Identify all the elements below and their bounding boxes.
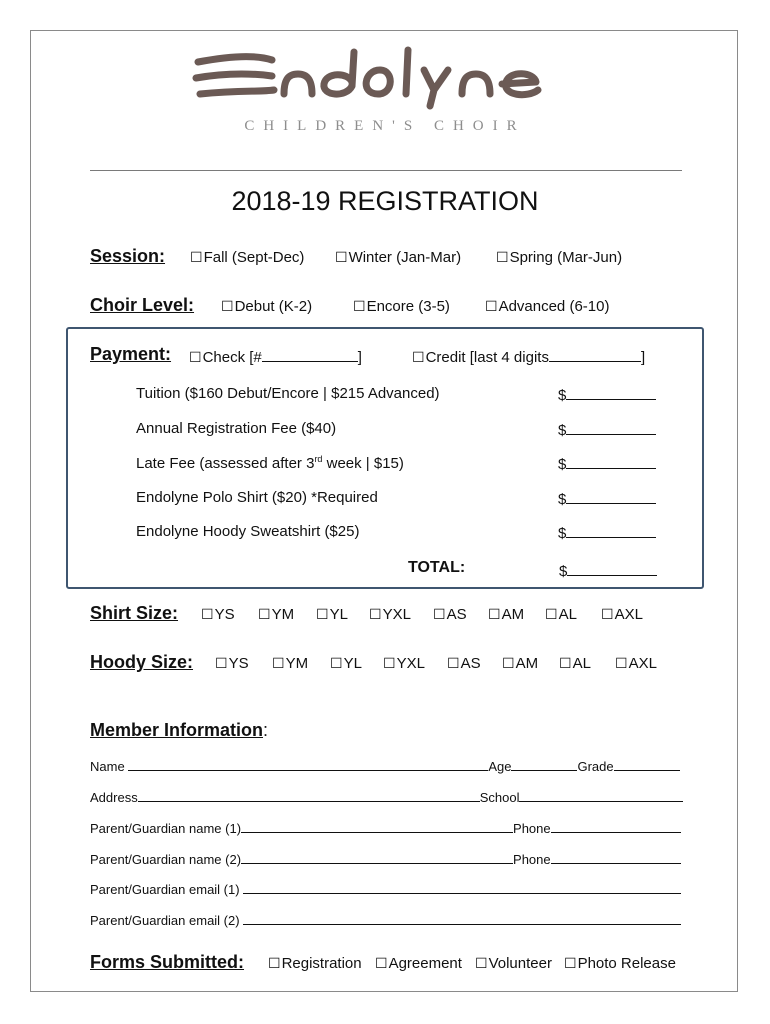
fee-late-label: Late Fee (assessed after 3rd week | $15) — [136, 454, 404, 472]
form-registration-checkbox[interactable]: ☐Registration — [268, 955, 362, 972]
checkbox-icon: ☐ — [488, 606, 501, 622]
forms-submitted-label: Forms Submitted: — [90, 952, 245, 972]
payment-credit-checkbox[interactable]: ☐Credit [last 4 digits ] — [412, 349, 646, 366]
endolyne-logo — [180, 40, 590, 112]
checkbox-icon: ☐ — [353, 298, 366, 314]
address-field[interactable] — [138, 789, 480, 802]
grade-field[interactable] — [614, 758, 680, 771]
shirt-size-am-checkbox[interactable]: ☐AM — [488, 606, 525, 623]
level-debut-checkbox[interactable]: ☐Debut (K-2) — [221, 298, 313, 315]
fee-hoody-amount[interactable]: $ — [558, 523, 656, 542]
parent1-email-field[interactable] — [243, 881, 681, 894]
parent2-row: Parent/Guardian name (2) Phone — [90, 851, 681, 867]
checkbox-icon: ☐ — [383, 655, 396, 671]
hoody-size-am-checkbox[interactable]: ☐AM — [502, 655, 539, 672]
level-advanced-checkbox[interactable]: ☐Advanced (6-10) — [485, 298, 610, 315]
hoody-size-yl-checkbox[interactable]: ☐YL — [330, 655, 362, 672]
checkbox-icon: ☐ — [447, 655, 460, 671]
parent1-phone-field[interactable] — [551, 820, 681, 833]
checkbox-icon: ☐ — [268, 955, 281, 971]
hoody-size-as-checkbox[interactable]: ☐AS — [447, 655, 481, 672]
checkbox-icon: ☐ — [412, 349, 425, 365]
checkbox-icon: ☐ — [559, 655, 572, 671]
member-info-heading: Member Information: — [90, 720, 269, 740]
checkbox-icon: ☐ — [201, 606, 214, 622]
checkbox-icon: ☐ — [330, 655, 343, 671]
checkbox-icon: ☐ — [601, 606, 614, 622]
hoody-size-al-checkbox[interactable]: ☐AL — [559, 655, 591, 672]
checkbox-icon: ☐ — [485, 298, 498, 314]
payment-check-checkbox[interactable]: ☐Check [# ] — [189, 349, 362, 366]
checkbox-icon: ☐ — [369, 606, 382, 622]
form-volunteer-checkbox[interactable]: ☐Volunteer — [475, 955, 552, 972]
checkbox-icon: ☐ — [316, 606, 329, 622]
checkbox-icon: ☐ — [375, 955, 388, 971]
parent2-email-field[interactable] — [243, 912, 681, 925]
fee-registration-label: Annual Registration Fee ($40) — [136, 420, 337, 437]
name-field[interactable] — [128, 758, 488, 771]
fee-tuition-amount[interactable]: $ — [558, 385, 656, 404]
hoody-size-axl-checkbox[interactable]: ☐AXL — [615, 655, 657, 672]
checkbox-icon: ☐ — [335, 249, 348, 265]
credit-digits-field[interactable] — [549, 347, 641, 362]
session-winter-checkbox[interactable]: ☐Winter (Jan-Mar) — [335, 249, 462, 266]
checkbox-icon: ☐ — [615, 655, 628, 671]
total-label: TOTAL: — [408, 559, 466, 576]
payment-label: Payment: — [90, 344, 172, 364]
checkbox-icon: ☐ — [564, 955, 577, 971]
fee-hoody-label: Endolyne Hoody Sweatshirt ($25) — [136, 523, 360, 540]
level-encore-checkbox[interactable]: ☐Encore (3-5) — [353, 298, 450, 315]
checkbox-icon: ☐ — [215, 655, 228, 671]
checkbox-icon: ☐ — [475, 955, 488, 971]
shirt-size-yxl-checkbox[interactable]: ☐YXL — [369, 606, 411, 623]
checkbox-icon: ☐ — [502, 655, 515, 671]
session-label: Session: — [90, 246, 166, 266]
session-spring-checkbox[interactable]: ☐Spring (Mar-Jun) — [496, 249, 623, 266]
shirt-size-ys-checkbox[interactable]: ☐YS — [201, 606, 235, 623]
checkbox-icon: ☐ — [190, 249, 203, 265]
checkbox-icon: ☐ — [189, 349, 202, 365]
shirt-size-yl-checkbox[interactable]: ☐YL — [316, 606, 348, 623]
shirt-size-ym-checkbox[interactable]: ☐YM — [258, 606, 295, 623]
choir-subtitle: CHILDREN'S CHOIR — [244, 118, 526, 134]
hoody-size-yxl-checkbox[interactable]: ☐YXL — [383, 655, 425, 672]
total-amount[interactable]: $ — [559, 561, 657, 580]
email1-row: Parent/Guardian email (1) — [90, 881, 681, 897]
parent2-name-field[interactable] — [241, 851, 513, 864]
parent2-phone-field[interactable] — [551, 851, 681, 864]
shirt-size-as-checkbox[interactable]: ☐AS — [433, 606, 467, 623]
page-title: 2018-19 REGISTRATION — [231, 186, 539, 216]
hoody-size-label: Hoody Size: — [90, 652, 194, 672]
email2-row: Parent/Guardian email (2) — [90, 912, 681, 928]
choir-level-label: Choir Level: — [90, 295, 195, 315]
age-field[interactable] — [511, 758, 577, 771]
checkbox-icon: ☐ — [545, 606, 558, 622]
shirt-size-axl-checkbox[interactable]: ☐AXL — [601, 606, 643, 623]
form-agreement-checkbox[interactable]: ☐Agreement — [375, 955, 462, 972]
member-name-row: Name Age Grade — [90, 758, 680, 774]
school-field[interactable] — [519, 789, 683, 802]
member-address-row: Address School — [90, 789, 683, 805]
check-number-field[interactable] — [262, 347, 358, 362]
shirt-size-label: Shirt Size: — [90, 603, 179, 623]
session-fall-checkbox[interactable]: ☐Fall (Sept-Dec) — [190, 249, 305, 266]
hoody-size-ys-checkbox[interactable]: ☐YS — [215, 655, 249, 672]
fee-polo-label: Endolyne Polo Shirt ($20) *Required — [136, 489, 378, 506]
checkbox-icon: ☐ — [433, 606, 446, 622]
shirt-size-al-checkbox[interactable]: ☐AL — [545, 606, 577, 623]
fee-polo-amount[interactable]: $ — [558, 489, 656, 508]
form-photo-release-checkbox[interactable]: ☐Photo Release — [564, 955, 676, 972]
checkbox-icon: ☐ — [496, 249, 509, 265]
checkbox-icon: ☐ — [258, 606, 271, 622]
fee-tuition-label: Tuition ($160 Debut/Encore | $215 Advanced) — [136, 385, 440, 402]
parent1-row: Parent/Guardian name (1) Phone — [90, 820, 681, 836]
fee-registration-amount[interactable]: $ — [558, 420, 656, 439]
checkbox-icon: ☐ — [221, 298, 234, 314]
header-divider — [90, 170, 682, 171]
parent1-name-field[interactable] — [241, 820, 513, 833]
fee-late-amount[interactable]: $ — [558, 454, 656, 473]
checkbox-icon: ☐ — [272, 655, 285, 671]
hoody-size-ym-checkbox[interactable]: ☐YM — [272, 655, 309, 672]
